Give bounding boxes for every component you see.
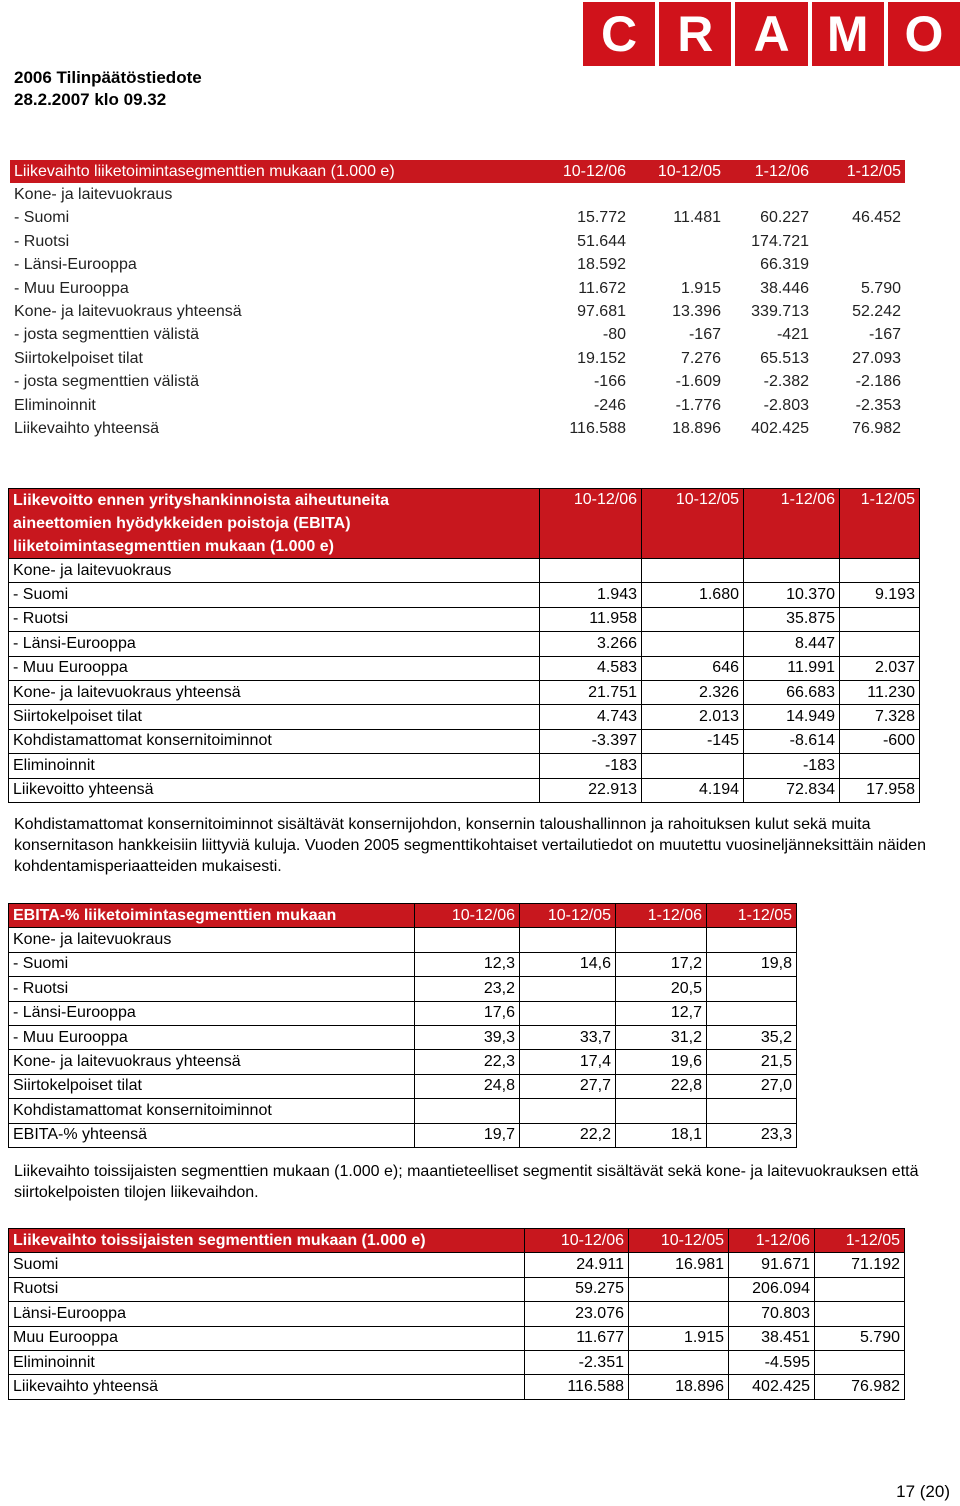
table-cell — [815, 1350, 905, 1374]
table-row — [9, 583, 920, 607]
table-cell — [520, 1099, 616, 1123]
column-header: 1-12/06 — [616, 904, 707, 928]
table-row — [9, 607, 920, 631]
logo-letter: R — [659, 2, 731, 66]
table-cell: 10.370 — [744, 583, 840, 607]
table-cell: 11.958 — [540, 607, 642, 631]
table-cell: 11.991 — [744, 656, 840, 680]
table-row — [9, 778, 920, 802]
column-header: 1-12/05 — [813, 160, 905, 183]
row-label: - Ruotsi — [9, 977, 415, 1001]
table-cell — [642, 632, 744, 656]
table-cell: 2.037 — [840, 656, 920, 680]
table-cell: 18.592 — [577, 256, 626, 274]
table-cell: -3.397 — [540, 729, 642, 753]
table-cell: 14.949 — [744, 705, 840, 729]
table-row — [10, 230, 905, 253]
table-cell: 18.896 — [672, 419, 721, 437]
table-cell: 13.396 — [672, 303, 721, 321]
column-header: 10-12/05 — [630, 160, 725, 183]
table-row — [9, 1074, 797, 1098]
table-cell: 11.677 — [525, 1326, 629, 1350]
table-cell: 11.672 — [578, 279, 626, 297]
row-label: Eliminoinnit — [9, 1350, 525, 1374]
table-body — [10, 160, 905, 441]
table-cell: 18,1 — [616, 1123, 707, 1147]
table-cell — [813, 254, 905, 277]
table-row — [10, 347, 905, 370]
row-label: Kone- ja laitevuokraus — [14, 186, 173, 204]
table-cell: 12,3 — [415, 952, 520, 976]
table-cell: 1.680 — [642, 583, 744, 607]
table-cell — [415, 1099, 520, 1123]
column-header: 1-12/06 — [729, 1229, 815, 1253]
table-cell: 7.328 — [840, 705, 920, 729]
table-cell: 174.721 — [751, 232, 809, 250]
document-header — [14, 67, 202, 111]
table-cell — [813, 230, 905, 253]
table-cell: 38.446 — [760, 279, 809, 297]
table-cell — [616, 1099, 707, 1123]
row-label: Eliminoinnit — [14, 396, 96, 414]
table-cell: 4.194 — [642, 778, 744, 802]
table-cell: 23,2 — [415, 977, 520, 1001]
table-cell: 23.076 — [525, 1302, 629, 1326]
row-label: - Suomi — [9, 583, 540, 607]
cramo-logo — [583, 2, 960, 66]
row-label: - Suomi — [14, 209, 70, 227]
table-body — [9, 1229, 905, 1400]
row-label: - josta segmenttien välistä — [14, 373, 199, 391]
table-cell: 22,3 — [415, 1050, 520, 1074]
table-cell: -167 — [868, 326, 901, 344]
row-label: - Muu Eurooppa — [9, 1025, 415, 1049]
table-cell — [630, 230, 725, 253]
column-header: 10-12/06 — [540, 489, 642, 559]
table-cell: 9.193 — [840, 583, 920, 607]
ebita-percent-table — [8, 903, 797, 1148]
table-cell: 17.958 — [840, 778, 920, 802]
table-cell: -4.595 — [729, 1350, 815, 1374]
table-cell: -421 — [776, 326, 809, 344]
table-cell: 24,8 — [415, 1074, 520, 1098]
revenue-secondary-segments-table — [8, 1228, 905, 1400]
table-cell — [840, 559, 920, 583]
document-title: 2006 Tilinpäätöstiedote — [14, 68, 202, 87]
table-cell — [630, 254, 725, 277]
table-cell: -2.382 — [763, 373, 809, 391]
table-cell: 8.447 — [744, 632, 840, 656]
table-row — [9, 680, 920, 704]
table-cell: -246 — [593, 396, 626, 414]
row-label: Liikevoitto yhteensä — [9, 778, 540, 802]
table-title: Liikevaihto toissijaisten segmenttien mukaan (1.000 e) — [9, 1229, 525, 1253]
table-cell: 35.875 — [744, 607, 840, 631]
table-row — [9, 1123, 797, 1147]
column-header: 10-12/06 — [415, 904, 520, 928]
paragraph-secondary-segments: Liikevaihto toissijaisten segmenttien mukaan (1.000 e); maantieteelliset segmentit sisältävät sekä kone- ja laitevuokrauksen että siirtokelpoisten tilojen liikevaihdon. — [14, 1163, 919, 1201]
table-cell: 339.713 — [751, 303, 809, 321]
table-row — [9, 754, 920, 778]
table-cell: 2.326 — [642, 680, 744, 704]
row-label: - Länsi-Eurooppa — [14, 256, 137, 274]
table-cell: 31,2 — [616, 1025, 707, 1049]
row-label: Liikevaihto yhteensä — [9, 1375, 525, 1399]
row-label: Kone- ja laitevuokraus yhteensä — [14, 303, 242, 321]
ebita-by-segment-table — [8, 488, 920, 803]
table-header-row — [9, 1229, 905, 1253]
table-cell — [813, 183, 905, 206]
table-row — [9, 1025, 797, 1049]
row-label: Kohdistamattomat konsernitoiminnot — [9, 729, 540, 753]
table-cell — [520, 977, 616, 1001]
table-cell: 4.743 — [540, 705, 642, 729]
table-cell — [707, 977, 797, 1001]
table-cell: -183 — [744, 754, 840, 778]
table-cell — [725, 183, 813, 206]
table-cell — [840, 607, 920, 631]
row-label: - Suomi — [9, 952, 415, 976]
table-cell: 21.751 — [540, 680, 642, 704]
table-cell: -145 — [642, 729, 744, 753]
table-cell — [629, 1302, 729, 1326]
table-header-row — [10, 160, 905, 183]
table-row — [10, 254, 905, 277]
table-row — [9, 1253, 905, 1277]
row-label: Kone- ja laitevuokraus yhteensä — [9, 1050, 415, 1074]
table-cell: 38.451 — [729, 1326, 815, 1350]
table-title: EBITA-% liiketoimintasegmenttien mukaan — [9, 904, 415, 928]
row-label: - Ruotsi — [14, 232, 70, 250]
page-number: 17 (20) — [896, 1482, 950, 1501]
row-label: - Länsi-Eurooppa — [9, 1001, 415, 1025]
table-cell: -1.776 — [675, 396, 721, 414]
table-cell: 5.790 — [860, 279, 901, 297]
table-row — [9, 977, 797, 1001]
table-row — [9, 656, 920, 680]
table-cell: 1.915 — [629, 1326, 729, 1350]
logo-letter: O — [888, 2, 960, 66]
table-cell — [629, 1350, 729, 1374]
table-row — [10, 394, 905, 417]
table-cell: 66.683 — [744, 680, 840, 704]
table-row — [9, 1326, 905, 1350]
row-label: Muu Eurooppa — [9, 1326, 525, 1350]
logo-letter: A — [735, 2, 807, 66]
column-header: 10-12/05 — [520, 904, 616, 928]
column-header: 1-12/06 — [725, 160, 813, 183]
table-row — [10, 417, 905, 440]
table-title: Liikevoitto ennen yrityshankinnoista aiheutuneita aineettomien hyödykkeiden poistoja (EBITA) liiketoimintasegmenttien mukaan (1.000 e) — [9, 489, 540, 559]
table-cell: 59.275 — [525, 1277, 629, 1301]
table-row — [9, 1050, 797, 1074]
table-cell — [642, 607, 744, 631]
row-label: Kohdistamattomat konsernitoiminnot — [9, 1099, 415, 1123]
table-cell: 51.644 — [577, 232, 626, 250]
table-row — [9, 928, 797, 952]
table-cell — [520, 1001, 616, 1025]
table-cell: -1.609 — [675, 373, 721, 391]
table-row — [9, 705, 920, 729]
table-cell: 16.981 — [629, 1253, 729, 1277]
column-header: 1-12/05 — [707, 904, 797, 928]
table-cell: 27.093 — [852, 349, 901, 367]
row-label: Siirtokelpoiset tilat — [14, 349, 143, 367]
table-cell — [707, 1099, 797, 1123]
table-cell: -167 — [688, 326, 721, 344]
table-cell: 11.481 — [673, 209, 721, 227]
table-cell: 14,6 — [520, 952, 616, 976]
table-row — [9, 952, 797, 976]
row-label: Eliminoinnit — [9, 754, 540, 778]
table-cell: 402.425 — [729, 1375, 815, 1399]
table-cell: 24.911 — [525, 1253, 629, 1277]
table-row — [9, 1302, 905, 1326]
table-row — [10, 207, 905, 230]
table-cell — [744, 559, 840, 583]
document-date: 28.2.2007 klo 09.32 — [14, 90, 167, 109]
table-cell: 402.425 — [751, 419, 809, 437]
table-row — [10, 300, 905, 323]
table-cell: 60.227 — [760, 209, 809, 227]
table-row — [9, 559, 920, 583]
table-cell: 5.790 — [815, 1326, 905, 1350]
table-cell: 76.982 — [815, 1375, 905, 1399]
logo-letter: M — [812, 2, 884, 66]
column-header: 10-12/05 — [629, 1229, 729, 1253]
table-row — [10, 371, 905, 394]
table-cell: 17,2 — [616, 952, 707, 976]
table-cell: 22,2 — [520, 1123, 616, 1147]
table-row — [9, 1375, 905, 1399]
table-cell: 20,5 — [616, 977, 707, 1001]
table-cell: 19.152 — [577, 349, 626, 367]
table-cell: -2.186 — [855, 373, 901, 391]
table-cell — [616, 928, 707, 952]
table-cell: 76.982 — [852, 419, 901, 437]
table-header-row — [9, 904, 797, 928]
table-cell — [815, 1277, 905, 1301]
table-cell: 15.772 — [577, 209, 626, 227]
table-body — [9, 489, 920, 803]
table-cell — [629, 1277, 729, 1301]
table-cell — [815, 1302, 905, 1326]
table-cell: 17,6 — [415, 1001, 520, 1025]
table-cell: 18.896 — [629, 1375, 729, 1399]
table-cell: 27,7 — [520, 1074, 616, 1098]
table-cell — [530, 183, 630, 206]
table-cell: 23,3 — [707, 1123, 797, 1147]
table-cell: 52.242 — [852, 303, 901, 321]
table-row — [10, 324, 905, 347]
row-label: Liikevaihto yhteensä — [14, 419, 159, 437]
table-header-row — [9, 489, 920, 559]
table-cell: 1.915 — [680, 279, 721, 297]
row-label: Kone- ja laitevuokraus yhteensä — [9, 680, 540, 704]
row-label: Siirtokelpoiset tilat — [9, 705, 540, 729]
table-cell: -8.614 — [744, 729, 840, 753]
row-label: Kone- ja laitevuokraus — [9, 928, 415, 952]
table-row — [9, 1350, 905, 1374]
column-header: 10-12/06 — [530, 160, 630, 183]
row-label: - Muu Eurooppa — [9, 656, 540, 680]
table-cell: 91.671 — [729, 1253, 815, 1277]
table-cell: 19,7 — [415, 1123, 520, 1147]
table-cell: 27,0 — [707, 1074, 797, 1098]
table-cell: 97.681 — [577, 303, 626, 321]
table-cell: 46.452 — [852, 209, 901, 227]
table-cell: 33,7 — [520, 1025, 616, 1049]
table-cell: 2.013 — [642, 705, 744, 729]
row-label: Ruotsi — [9, 1277, 525, 1301]
column-header: 1-12/05 — [815, 1229, 905, 1253]
column-header: 1-12/05 — [840, 489, 920, 559]
table-cell: 71.192 — [815, 1253, 905, 1277]
table-cell: -183 — [540, 754, 642, 778]
table-cell: 19,8 — [707, 952, 797, 976]
paragraph-unallocated: Kohdistamattomat konsernitoiminnot sisältävät konsernijohdon, konsernin taloushallinnon ja rahoituksen kulut sekä muita konsernitason hankkeisiin liittyviä kuluja. Vuoden 2005 segmenttikohtaiset vertailutiedot on muutettu vuosineljänneksittäin näiden kohdentamisperiaatteiden mukaisesti. — [14, 816, 926, 875]
table-cell: 7.276 — [680, 349, 721, 367]
table-cell: 206.094 — [729, 1277, 815, 1301]
table-cell: 17,4 — [520, 1050, 616, 1074]
row-label: Siirtokelpoiset tilat — [9, 1074, 415, 1098]
table-cell — [642, 754, 744, 778]
table-row — [9, 1099, 797, 1123]
table-cell: 19,6 — [616, 1050, 707, 1074]
table-cell: -2.803 — [763, 396, 809, 414]
table-cell — [840, 632, 920, 656]
table-cell: -80 — [602, 326, 626, 344]
table-row — [10, 183, 905, 206]
column-header: 10-12/06 — [525, 1229, 629, 1253]
table-cell — [540, 559, 642, 583]
column-header: 1-12/06 — [744, 489, 840, 559]
table-cell: 12,7 — [616, 1001, 707, 1025]
table-cell: 70.803 — [729, 1302, 815, 1326]
table-row — [9, 632, 920, 656]
table-cell — [707, 928, 797, 952]
table-cell: 72.834 — [744, 778, 840, 802]
table-cell: 116.588 — [525, 1375, 629, 1399]
table-body — [9, 904, 797, 1148]
row-label: - josta segmenttien välistä — [14, 326, 199, 344]
row-label: - Muu Eurooppa — [14, 279, 129, 297]
row-label: Suomi — [9, 1253, 525, 1277]
row-label: - Ruotsi — [9, 607, 540, 631]
table-cell: 1.943 — [540, 583, 642, 607]
table-cell — [415, 928, 520, 952]
revenue-by-segment-table — [10, 160, 905, 441]
table-title: Liikevaihto liiketoimintasegmenttien mukaan (1.000 e) — [10, 160, 530, 183]
table-cell: 3.266 — [540, 632, 642, 656]
table-cell: -2.351 — [525, 1350, 629, 1374]
table-cell: 66.319 — [760, 256, 809, 274]
row-label: Kone- ja laitevuokraus — [9, 559, 540, 583]
table-cell: 11.230 — [840, 680, 920, 704]
table-cell: 116.588 — [569, 419, 626, 437]
column-header: 10-12/05 — [642, 489, 744, 559]
table-cell: -600 — [840, 729, 920, 753]
row-label: EBITA-% yhteensä — [9, 1123, 415, 1147]
logo-letter: C — [583, 2, 655, 66]
table-cell: 22,8 — [616, 1074, 707, 1098]
table-cell: -166 — [593, 373, 626, 391]
table-row — [9, 1277, 905, 1301]
table-cell: 646 — [642, 656, 744, 680]
table-cell — [707, 1001, 797, 1025]
row-label: Länsi-Eurooppa — [9, 1302, 525, 1326]
table-cell — [840, 754, 920, 778]
table-cell: 21,5 — [707, 1050, 797, 1074]
table-cell: 4.583 — [540, 656, 642, 680]
table-row — [10, 277, 905, 300]
row-label: - Länsi-Eurooppa — [9, 632, 540, 656]
table-cell — [520, 928, 616, 952]
table-row — [9, 729, 920, 753]
table-cell: 35,2 — [707, 1025, 797, 1049]
table-cell: -2.353 — [855, 396, 901, 414]
table-cell — [630, 183, 725, 206]
table-cell — [642, 559, 744, 583]
table-cell: 65.513 — [760, 349, 809, 367]
table-cell: 22.913 — [540, 778, 642, 802]
table-row — [9, 1001, 797, 1025]
table-cell: 39,3 — [415, 1025, 520, 1049]
